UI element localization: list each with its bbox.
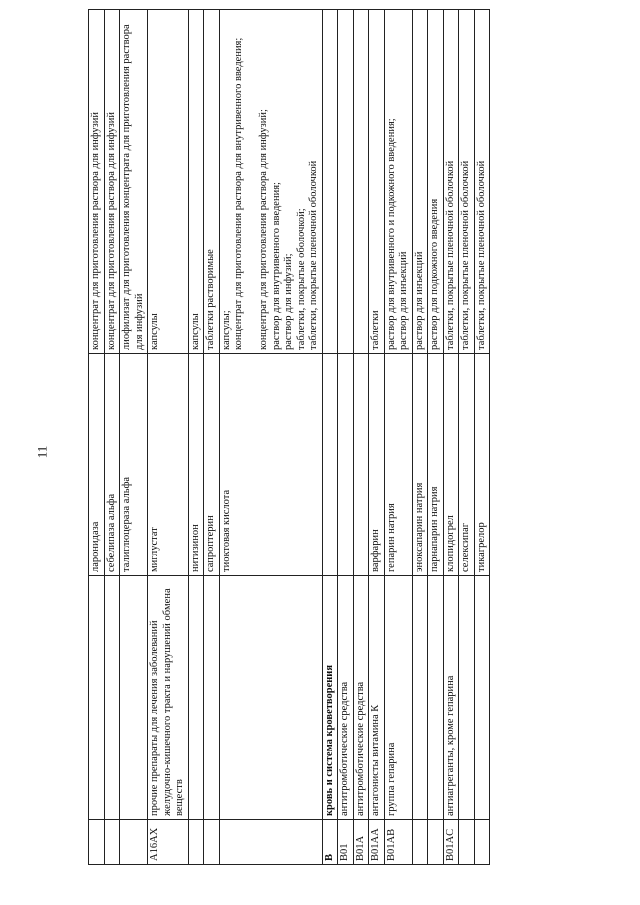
table-row	[322, 10, 338, 865]
drug-name-cell: варфарин	[369, 354, 385, 576]
dosage-form-line	[246, 13, 259, 350]
dosage-form-line: капсулы	[189, 313, 201, 350]
drug-name-cell	[353, 354, 369, 576]
dosage-form-cell	[459, 10, 475, 354]
table-row	[369, 10, 385, 865]
dosage-form-line: раствор для подкожного введения	[429, 198, 440, 350]
pharmacological-group-cell	[89, 576, 105, 820]
dosage-form-line: концентрат для приготовления раствора для инфузий;	[258, 109, 269, 350]
document-page	[88, 24, 640, 865]
dosage-form-line: капсулы	[149, 313, 160, 350]
atc-code-cell: B01AB	[384, 820, 412, 865]
drug-name-cell: тикагрелор	[474, 354, 490, 576]
drug-table-body	[89, 10, 490, 865]
dosage-form-line: таблетки, покрытые пленочной оболочкой	[308, 160, 319, 350]
dosage-form-line: раствор для инфузий;	[283, 253, 294, 350]
atc-code-cell	[428, 820, 444, 865]
drug-name-cell: ларонидаза	[89, 354, 105, 576]
dosage-form-line: раствор для инъекций	[398, 251, 409, 350]
table-row	[428, 10, 444, 865]
dosage-form-cell	[474, 10, 490, 354]
dosage-form-cell	[204, 10, 220, 354]
dosage-form-line: таблетки, покрытые пленочной оболочкой	[475, 160, 487, 350]
atc-code-cell	[474, 820, 490, 865]
drug-name-cell	[338, 354, 354, 576]
dosage-form-line: таблетки, покрытые оболочкой;	[295, 208, 307, 350]
table-row	[89, 10, 105, 865]
drug-name-cell: парнапарин натрия	[428, 354, 444, 576]
table-row	[104, 10, 120, 865]
pharmacological-group-cell: антагонисты витамина К	[369, 576, 385, 820]
dosage-form-cell	[148, 10, 189, 354]
table-row	[474, 10, 490, 865]
drug-name-cell: селексипаг	[459, 354, 475, 576]
atc-code-cell	[188, 820, 204, 865]
pharmacological-group-cell: прочие препараты для лечения заболеваний желудочно-кишечного тракта и нарушений обмена веществ	[148, 576, 189, 820]
table-row	[148, 10, 189, 865]
dosage-form-cell	[322, 10, 338, 354]
dosage-form-cell	[219, 10, 322, 354]
drug-name-cell: эноксапарин натрия	[412, 354, 428, 576]
pharmacological-group-cell	[104, 576, 120, 820]
dosage-form-line: таблетки	[370, 310, 381, 350]
dosage-form-line: капсулы;	[220, 310, 232, 350]
table-row	[459, 10, 475, 865]
dosage-form-cell	[412, 10, 428, 354]
pharmacological-group-cell	[219, 576, 322, 820]
table-row	[338, 10, 354, 865]
atc-code-cell: A16AX	[148, 820, 189, 865]
drug-name-cell: тиоктовая кислота	[219, 354, 322, 576]
dosage-form-line: концентрат для приготовления раствора для инфузий	[105, 112, 117, 350]
table-row	[353, 10, 369, 865]
table-row	[188, 10, 204, 865]
dosage-form-line: концентрат для приготовления раствора для внутривенного введения;	[233, 37, 244, 350]
atc-code-cell	[89, 820, 105, 865]
drug-name-cell: гепарин натрия	[384, 354, 412, 576]
dosage-form-cell	[89, 10, 105, 354]
atc-code-cell	[204, 820, 220, 865]
dosage-form-cell	[188, 10, 204, 354]
pharmacological-group-cell: антиагреганты, кроме гепарина	[443, 576, 459, 820]
dosage-form-cell	[443, 10, 459, 354]
dosage-form-line: раствор для внутривенного и подкожного введения;	[385, 118, 397, 350]
dosage-form-cell	[369, 10, 385, 354]
drug-name-cell: талиглюцераза альфа	[120, 354, 148, 576]
atc-code-cell: B01AA	[369, 820, 385, 865]
drug-name-cell: миглустат	[148, 354, 189, 576]
drug-name-cell: клопидогрел	[443, 354, 459, 576]
pharmacological-group-cell: антитромботические средства	[338, 576, 354, 820]
pharmacological-group-cell	[459, 576, 475, 820]
drug-name-cell	[322, 354, 338, 576]
table-row	[412, 10, 428, 865]
drug-name-cell: себелипаза альфа	[104, 354, 120, 576]
drug-table	[88, 9, 490, 865]
pharmacological-group-cell: группа гепарина	[384, 576, 412, 820]
pharmacological-group-cell	[428, 576, 444, 820]
atc-code-cell: B01AC	[443, 820, 459, 865]
page-number: 11	[34, 445, 50, 459]
drug-name-cell: сапроптерин	[204, 354, 220, 576]
dosage-form-cell	[428, 10, 444, 354]
drug-name-cell: нитизинон	[188, 354, 204, 576]
pharmacological-group-cell	[120, 576, 148, 820]
atc-code-cell: B01A	[353, 820, 369, 865]
atc-code-cell	[459, 820, 475, 865]
atc-code-cell: B01	[338, 820, 354, 865]
dosage-form-line: раствор для инъекций	[413, 251, 425, 350]
dosage-form-line: лиофилизат для приготовления концентрата для приготовления раствора для инфузий	[121, 24, 145, 350]
dosage-form-line: таблетки, покрытые пленочной оболочкой	[444, 160, 456, 350]
table-row	[384, 10, 412, 865]
table-row	[443, 10, 459, 865]
table-row	[219, 10, 322, 865]
dosage-form-line: концентрат для приготовления раствора для инфузий	[90, 112, 101, 350]
dosage-form-cell	[353, 10, 369, 354]
pharmacological-group-cell: кровь и система кроветворения	[322, 576, 338, 820]
dosage-form-cell	[338, 10, 354, 354]
table-row	[120, 10, 148, 865]
dosage-form-cell	[104, 10, 120, 354]
pharmacological-group-cell	[412, 576, 428, 820]
dosage-form-cell	[384, 10, 412, 354]
atc-code-cell	[120, 820, 148, 865]
pharmacological-group-cell	[204, 576, 220, 820]
atc-code-cell	[104, 820, 120, 865]
table-row	[204, 10, 220, 865]
dosage-form-line: таблетки растворимые	[205, 249, 216, 350]
pharmacological-group-cell: антитромботические средства	[353, 576, 369, 820]
pharmacological-group-cell	[188, 576, 204, 820]
atc-code-cell	[219, 820, 322, 865]
dosage-form-cell	[120, 10, 148, 354]
dosage-form-line: раствор для внутривенного введения;	[270, 182, 282, 350]
atc-code-cell: B	[322, 820, 338, 865]
pharmacological-group-cell	[474, 576, 490, 820]
dosage-form-line: таблетки, покрытые пленочной оболочкой	[460, 160, 471, 350]
atc-code-cell	[412, 820, 428, 865]
